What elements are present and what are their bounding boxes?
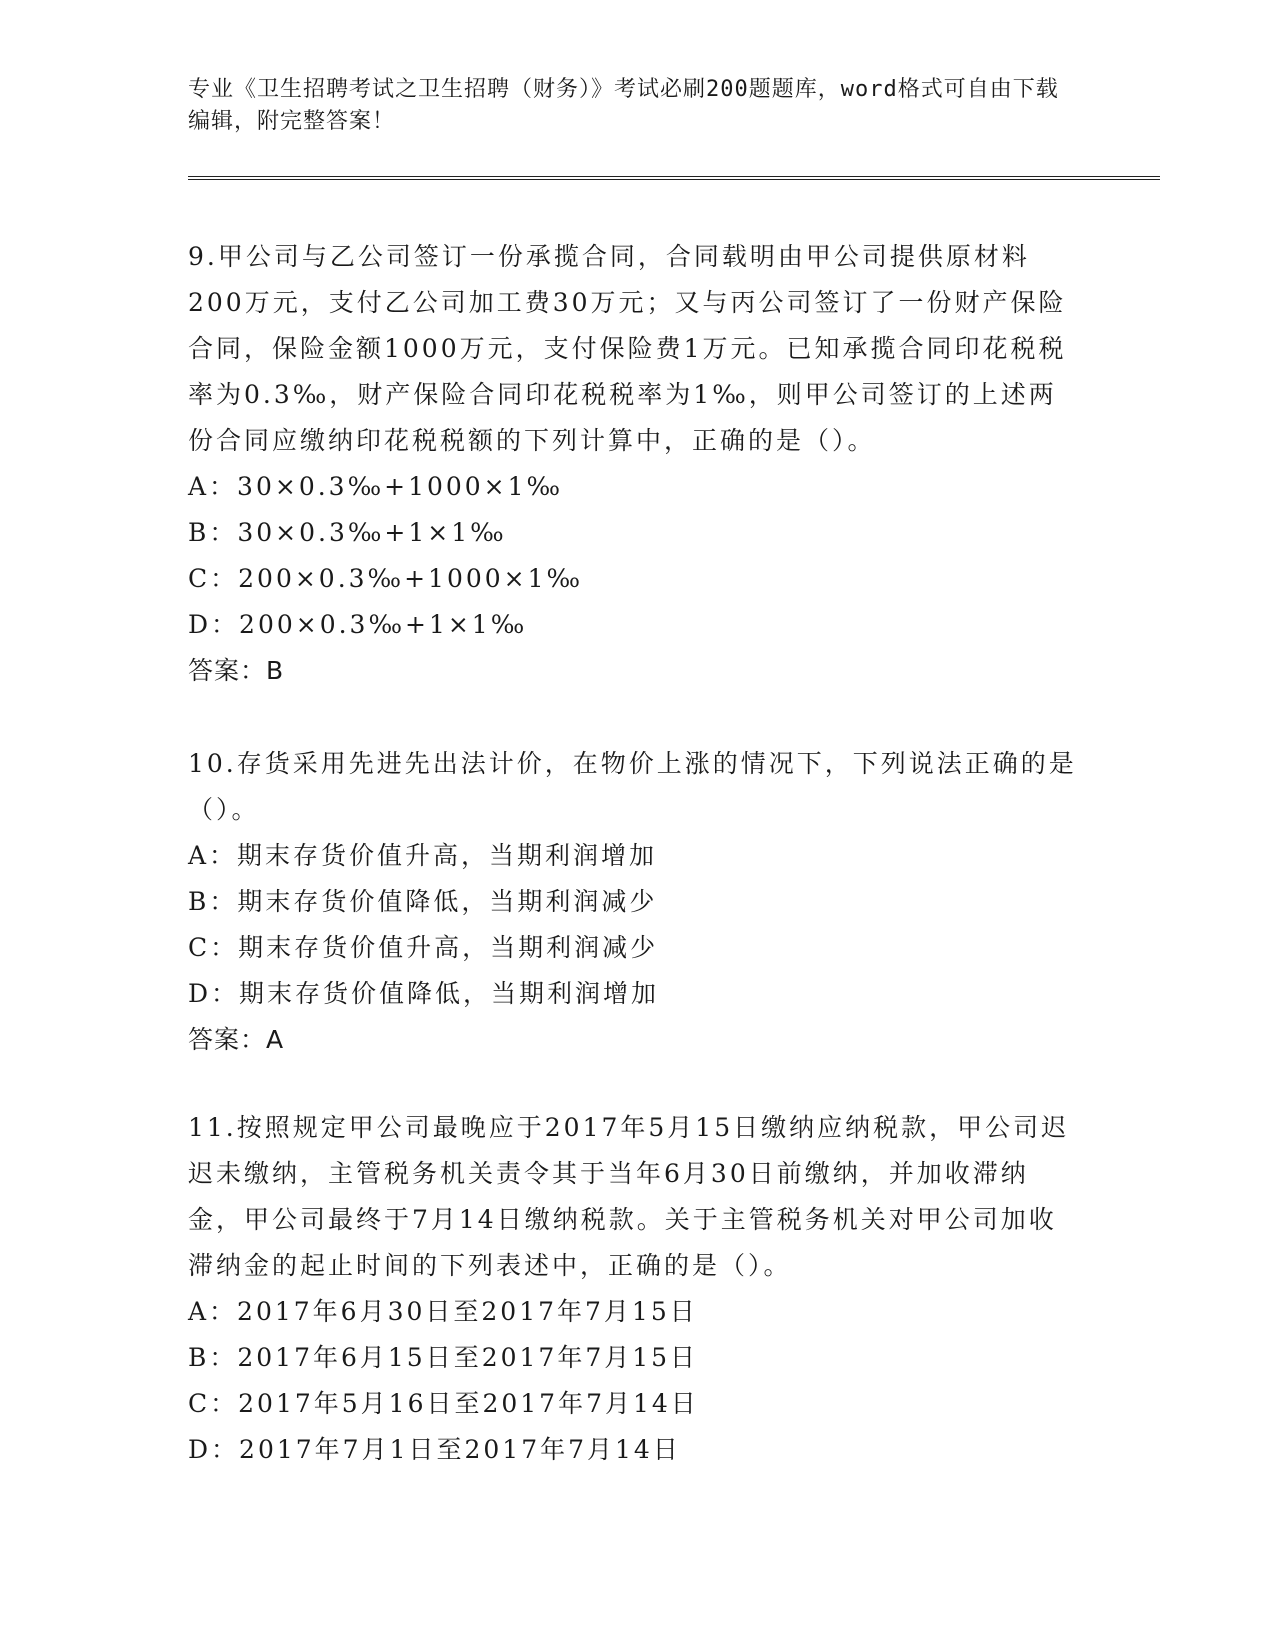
option-b: B：30×0.3‰+1×1‰ <box>188 518 507 547</box>
question-stem: 11.按照规定甲公司最晚应于2017年5月15日缴纳应纳税款，甲公司迟迟未缴纳，主管税务机关责令其于当年6月30日前缴纳，并加收滞纳金，甲公司最终于7月14日缴纳税款。关于主管税务机关对甲公司加收滞纳金的起止时间的下列表述中，正确的是（）。 <box>188 1113 1070 1280</box>
option-c: C：期末存货价值升高，当期利润减少 <box>188 933 659 962</box>
header-divider <box>188 176 1160 180</box>
option-b: B：2017年6月15日至2017年7月15日 <box>188 1343 699 1372</box>
option-c: C：2017年5月16日至2017年7月14日 <box>188 1389 699 1418</box>
page-header: 专业《卫生招聘考试之卫生招聘（财务）》考试必刷200题题库，word格式可自由下载编辑，附完整答案！ <box>188 77 1059 134</box>
option-d: D：200×0.3‰+1×1‰ <box>188 610 528 639</box>
option-a: A：30×0.3‰+1000×1‰ <box>188 472 564 501</box>
option-d: D：期末存货价值降低，当期利润增加 <box>188 979 660 1008</box>
option-d: D：2017年7月1日至2017年7月14日 <box>188 1435 681 1464</box>
question-stem: 10.存货采用先进先出法计价，在物价上涨的情况下，下列说法正确的是（）。 <box>188 749 1077 824</box>
answer: 答案：B <box>188 656 285 685</box>
answer: 答案：A <box>188 1025 285 1054</box>
option-c: C：200×0.3‰+1000×1‰ <box>188 564 584 593</box>
option-a: A：期末存货价值升高，当期利润增加 <box>188 841 658 870</box>
question-10 <box>188 741 1078 1063</box>
question-stem: 9.甲公司与乙公司签订一份承揽合同，合同载明由甲公司提供原材料200万元，支付乙公司加工费30万元；又与丙公司签订了一份财产保险合同，保险金额1000万元，支付保险费1万元。已知承揽合同印花税税率为0.3‰，财产保险合同印花税税率为1‰，则甲公司签订的上述两份合同应缴纳印花税税额的下列计算中，正确的是（）。 <box>188 242 1067 455</box>
option-a: A：2017年6月30日至2017年7月15日 <box>188 1297 698 1326</box>
question-9 <box>188 234 1078 694</box>
question-11 <box>188 1105 1078 1473</box>
option-b: B：期末存货价值降低，当期利润减少 <box>188 887 658 916</box>
